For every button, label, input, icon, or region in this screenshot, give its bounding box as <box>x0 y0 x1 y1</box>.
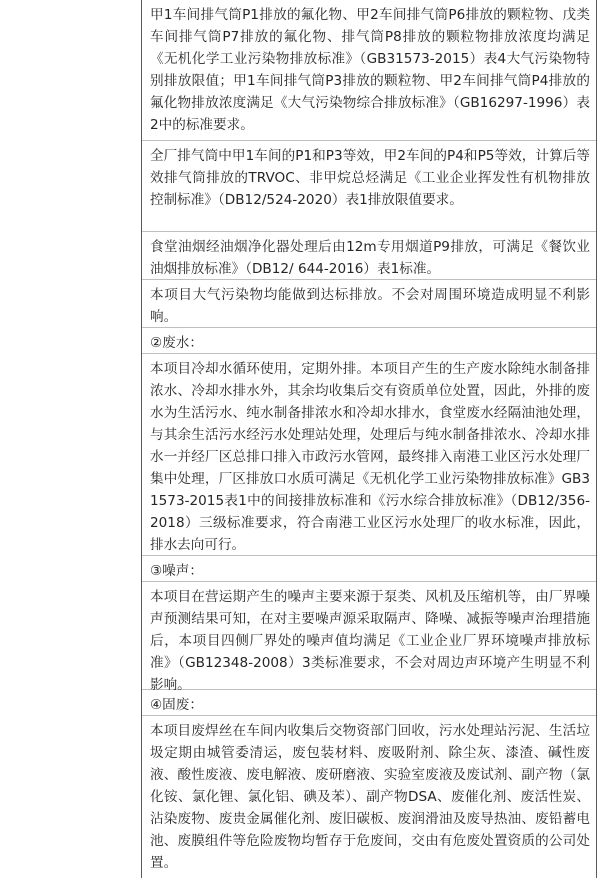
paragraph-air-summary: 本项目大气污染物均能做到达标排放。不会对周围环境造成明显不利影响。 <box>142 280 596 328</box>
heading-solid-waste: ④固废： <box>142 690 596 716</box>
heading-noise: ③噪声： <box>142 556 596 582</box>
paragraph-wastewater: 本项目冷却水循环使用，定期外排。本项目产生的生产废水除纯水制备排浓水、冷却水排水外，其余均收集后交有资质单位处置，因此，外排的废水为生活污水、纯水制备排浓水和冷却水排水，食堂废水经隔油池处理，与其余生活污水经污水处理站处理，处理后与纯水制备排浓水、冷却水排水一并经厂区总排口排入市政污水管网，最终排入南港工业区污水处理厂集中处理，厂区排放口水质可满足《无机化学工业污染物排放标准》GB31573-2015表1中的间接排放标准和《污水综合排放标准》（DB12/356-2018）三级标准要求，符合南港工业区污水处理厂的收水标准，因此，排水去向可行。 <box>142 354 596 556</box>
table-right-border <box>596 0 597 878</box>
paragraph-equivalent-stacks: 全厂排气筒中甲1车间的P1和P3等效，甲2车间的P4和P5等效，计算后等效排气筒排放的TRVOC、非甲烷总烃满足《工业企业挥发性有机物排放控制标准》（DB12/524-2020）表1排放限值要求。 <box>142 141 596 232</box>
paragraph-solid-waste: 本项目废焊丝在车间内收集后交物资部门回收，污水处理站污泥、生活垃圾定期由城管委清运，废包装材料、废吸附剂、除尘灰、漆渣、碱性废液、酸性废液、废电解液、废研磨液、实验室废液及废试剂、副产物（氯化铵、氯化锂、氯化铝、碘及苯）、副产物DSA、废催化剂、废活性炭、沾染废物、废贵金属催化剂、废旧碳板、废润滑油及废导热油、废铅蓄电池、废膜组件等危险废物均暂存于危废间，交由有危废处置资质的公司处置。 <box>150 723 590 871</box>
paragraph-air-emission-standards: 甲1车间排气筒P1排放的氟化物、甲2车间排气筒P6排放的颗粒物、戊类车间排气筒P7排放的氟化物、排气筒P8排放的颗粒物排放浓度均满足《无机化学工业污染物排放标准》（GB31573-2015）表4大气污染物特别排放限值；甲1车间排气筒P3排放的颗粒物、甲2车间排气筒P4排放的氟化物排放浓度满足《大气污染物综合排放标准》（GB16297-1996）表2中的标准要求。 <box>142 0 596 141</box>
paragraph-noise: 本项目在营运期产生的噪声主要来源于泵类、风机及压缩机等，由厂界噪声预测结果可知，在对主要噪声源采取隔声、降噪、减振等噪声治理措施后，本项目四侧厂界处的噪声值均满足《工业企业厂界环境噪声排放标准》（GB12348-2008）3类标准要求，不会对周边声环境产生明显不利影响。 <box>142 582 596 690</box>
paragraph-cooking-fumes: 食堂油烟经油烟净化器处理后由12m专用烟道P9排放，可满足《餐饮业油烟排放标准》（DB12/ 644-2016）表1标准。 <box>142 232 596 280</box>
heading-wastewater: ②废水： <box>142 328 596 354</box>
content-cell <box>142 0 596 878</box>
